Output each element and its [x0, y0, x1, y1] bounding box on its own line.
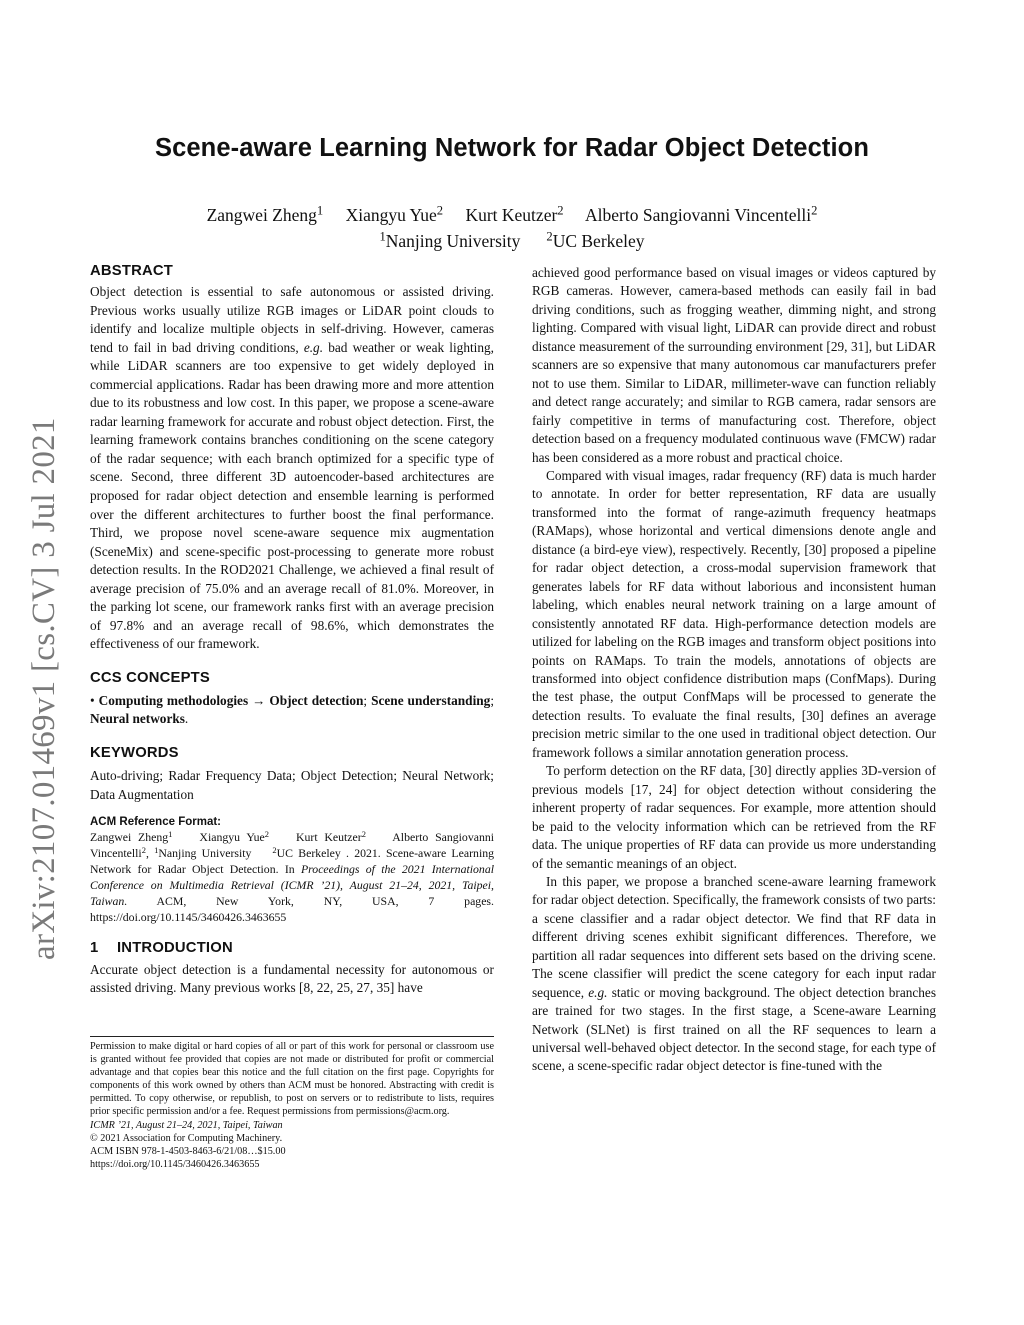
abstract-text: Object detection is essential to safe autonomous or assisted driving. Previous works usually utilize RGB images or LiDAR point clouds to identify and localize multiple objects in self-driving. However, cameras tend to fail in bad driving conditions, e.g. bad weather or weak lighting, while LiDAR scanners are too expensive to get widely deployed in commercial applications. Radar has been drawing more and more attention due to its robustness and low cost. In this paper, we propose a scene-aware radar learning framework for accurate and robust object detection. First, the learning framework contains branches conditioning on the scene category of the radar sequence; with each branch optimized for a specific type of scene. Second, three different 3D autoencoder-based architectures are proposed for radar object detection and ensemble learning is performed over the different architectures to further boost the final performance. Third, we propose novel scene-aware sequence mix augmentation (SceneMix) and scene-specific post-processing to generate more robust detection results. In the ROD2021 Challenge, we achieved a final result of average precision of 75.0% and an average recall of 81.0%. Moreover, in the parking lot scene, our framework ranks first with an average precision of 97.8% and an average recall of 98.6%, which demonstrates the effectiveness of our framework. [90, 284, 494, 652]
acm-reference-heading: ACM Reference Format: [90, 816, 221, 829]
section-number: 1 [90, 939, 99, 956]
body-paragraph: Compared with visual images, radar frequency (RF) data is much harder to annotate. In order for better representation, RF data are usually transformed into the format of range-azimuth frequency heatmaps (RAMaps), whose horizontal and vertical dimensions denote angle and distance (a bird-eye view), respectively. Recently, [30] proposed a pipeline for radar object detection, a cross-modal supervision framework that generates labels for RF data without laborious and inconsistent human labeling, which enables neural network training on a large amount of consistently annotated RF data. High-performance detection models are utilized for labeling on the RGB images and transform object positions into points on RAMaps. To train the models, annotations of objects are transformed into object confidence distribution maps (ConfMaps). During the test phase, the output ConfMaps will be processed to generate the detection results. To evaluate the final results, [30] defines an average precision metric similar to the one used in traditional object detection. Our framework follows a similar annotation generation process. [532, 467, 936, 760]
ccs-heading: CCS CONCEPTS [90, 669, 210, 686]
paper-title: Scene-aware Learning Network for Radar Object Detection [154, 134, 870, 162]
section-title: INTRODUCTION [117, 939, 233, 956]
affiliation-mark: 2 [557, 203, 564, 218]
copyright-line: © 2021 Association for Computing Machinery. [90, 1132, 283, 1144]
author-name: Kurt Keutzer [465, 205, 558, 225]
affiliation-mark: 2 [546, 229, 553, 244]
author-name: Xiangyu Yue [345, 205, 437, 225]
keywords-heading: KEYWORDS [90, 745, 179, 762]
doi-line: https://doi.org/10.1145/3460426.3463655 [90, 1158, 260, 1170]
introduction-paragraph: Accurate object detection is a fundamental necessity for autonomous or assisted driving. Many previous works [8, 22, 25, 27, 35] have [90, 961, 494, 996]
conference-line: ICMR ’21, August 21–24, 2021, Taipei, Taiwan [90, 1119, 283, 1131]
body-paragraph: In this paper, we propose a branched scene-aware learning framework for radar object detection. Specifically, the framework consists of two parts: a scene classifier and a radar object detector. We find that RF data in different driving scenes exhibit significant differences. Therefore, we partition all radar sequences into different sets based on the driving scene. The scene classifier will predict the scene category for each input radar sequence, e.g. static or moving background. The object detection branches are trained for two stages. In the first stage, a Scene-aware Learning Network (SLNet) is first trained on all the RF sequences to learn a universal well-behaved object detector. In the second stage, for each type of scene, a scene-specific radar object detector is fine-tuned with the [532, 873, 936, 1074]
affiliation-mark: 1 [379, 229, 386, 244]
body-paragraph: To perform detection on the RF data, [30] directly applies 3D-version of previous models [17, 24] for object detection without considering the inherent property of radar sequences. For example, more attention should be paid to the velocity information which can be retrieved from the RF data. The unique properties of RF data can provide us more understanding of the semantic meanings of an object. [532, 763, 936, 871]
author-name: Alberto Sangiovanni Vincentelli [585, 205, 812, 225]
introduction-heading [90, 940, 494, 956]
abstract-heading: ABSTRACT [90, 263, 173, 279]
permission-footnote [90, 1036, 494, 1171]
isbn-line: ACM ISBN 978-1-4503-8463-6/21/08…$15.00 [90, 1145, 286, 1157]
author-list [0, 202, 1024, 228]
keywords-text: Auto-driving; Radar Frequency Data; Object Detection; Neural Network; Data Augmentation [90, 768, 494, 802]
left-column [90, 262, 494, 998]
affiliation-list [0, 228, 1024, 254]
affiliation-name: UC Berkeley [552, 231, 645, 251]
author-name: Zangwei Zheng [206, 205, 317, 225]
affiliation-mark: 2 [811, 203, 818, 218]
affiliation-mark: 2 [436, 203, 444, 218]
permission-text: Permission to make digital or hard copies of all or part of this work for personal or classroom use is granted without fee provided that copies are not made or distributed for profit or commercial advantage and that copies bear this notice and the full citation on the first page. Copyrights for components of this work owned by others than ACM must be honored. Abstracting with credit is permitted. To copy otherwise, or republish, to post on servers or to redistribute to lists, requires prior specific permission and/or a fee. Request permissions from permissions@acm.org. [90, 1041, 494, 1118]
author-block [0, 202, 1024, 254]
affiliation-mark: 1 [316, 203, 324, 218]
right-column [532, 264, 936, 1076]
arxiv-stamp: arXiv:2107.01469v1 [cs.CV] 3 Jul 2021 [26, 417, 62, 960]
affiliation-name: Nanjing University [385, 231, 521, 251]
footnote-rule [90, 1036, 494, 1037]
acm-reference-text: Zangwei Zheng$^1$ Xiangyu Yue$^2$ Kurt Keutzer$^2$ Alberto Sangiovanni Vincentelli$^2$, $^1$Nanjing University $^2$UC Berkeley . 2021. Scene-aware Learning Network for Radar Object Detection. In Proceedings of the 2021 International Conference on Multimedia Retrieval (ICMR ’21), August 21–24, 2021, Taipei, Taiwan. ACM, New York, NY, USA, 7 pages. https://doi.org/10.1145/3460426.3463655 [90, 828, 495, 924]
body-paragraph: achieved good performance based on visual images or videos captured by RGB cameras. However, camera-based methods can easily fail in bad driving conditions, such as frogging weather, dimming night, and strong lighting. Compared with visual light, LiDAR can provide direct and robust distance measurement of the surrounding environment [29, 31], but LiDAR scanners are so expensive that many autonomous car manufacturers prefer not to use them. Similar to LiDAR, millimeter-wave can function reliably and detect range accurately; and similar to RGB camera, radar sensors are fairly competitive in terms of manufacturing cost. Therefore, object detection based on a frequency modulated continuous wave (FMCW) radar has been considered as a more robust and practical choice. [532, 265, 936, 465]
ccs-concepts: • Computing methodologies → Object detection; Scene understanding; Neural networks. [90, 692, 495, 727]
